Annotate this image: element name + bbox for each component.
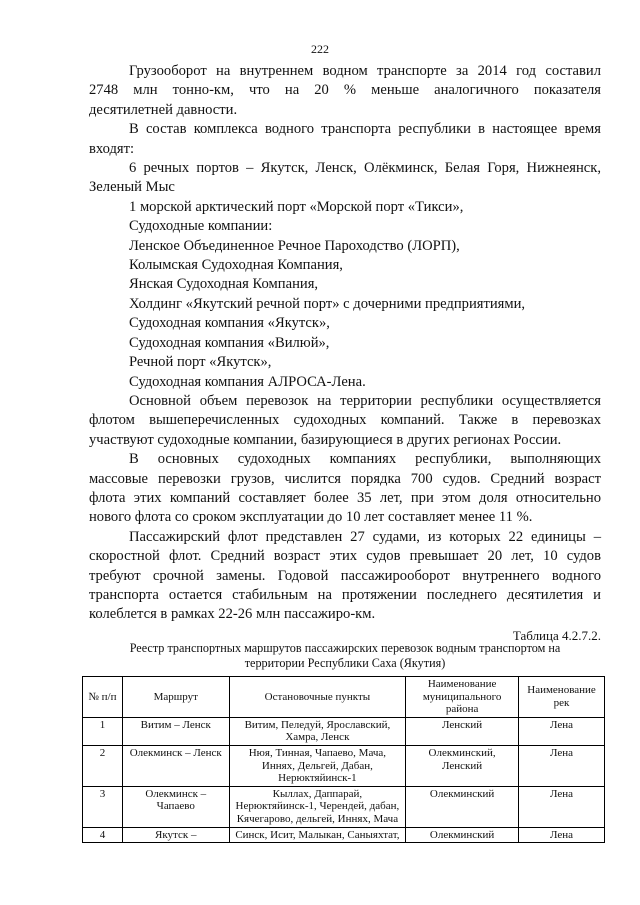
list-item: Ленское Объединенное Речное Пароходство (ЛОРП), — [129, 237, 460, 254]
routes-table — [82, 676, 605, 843]
table-title-line: территории Республики Саха (Якутия) — [244, 656, 446, 670]
cell-route: Олекминск – Ленск — [122, 745, 229, 786]
body-text — [89, 62, 601, 625]
table-header-row — [83, 677, 605, 718]
cell-number: 1 — [83, 717, 123, 745]
cell-stops: Синск, Исит, Малыкан, Саныяхтат, — [229, 827, 406, 843]
list-item: 1 морской арктический порт «Морской порт «Тикси», — [129, 198, 464, 215]
table-row — [83, 786, 605, 827]
header-route: Маршрут — [122, 677, 229, 718]
cell-stops: Кыллах, Даппарай, Нерюктяйинск-1, Черендей, дабан, Кячегарово, дельгей, Иннях, Мача — [229, 786, 406, 827]
list-item: Судоходные компании: — [129, 218, 273, 235]
paragraph-line: участвуют судоходные компании, базирующиеся в других регионах России. — [89, 431, 562, 448]
cell-stops: Витим, Пеледуй, Ярославский, Хамра, Ленск — [229, 717, 406, 745]
list-item: Речной порт «Якутск», — [129, 354, 272, 371]
cell-route: Витим – Ленск — [122, 717, 229, 745]
paragraph-line: В основных судоходных компаниях республики, выполняющих — [129, 451, 601, 468]
cell-stops: Нюя, Тинная, Чапаево, Мача, Иннях, Дельгей, Дабан, Нерюктяйинск-1 — [229, 745, 406, 786]
paragraph-line: Грузооборот на внутреннем водном транспорте за 2014 год составил — [129, 63, 601, 79]
list-item: Судоходная компания АЛРОСА-Лена. — [129, 373, 366, 390]
cell-river: Лена — [519, 745, 605, 786]
paragraph-line: транспорта остается стабильным на протяжении последнего десятилетия и — [89, 586, 601, 603]
paragraph-line: массовые перевозки грузов, числится порядка 700 судов. Средний возраст — [89, 470, 601, 487]
table-row — [83, 717, 605, 745]
paragraph-line: Пассажирский флот представлен 27 судами, из которых 22 единицы – — [129, 528, 601, 545]
paragraph-line: флотом вышеперечисленных судоходных компаний. Также в перевозках — [89, 412, 601, 429]
paragraph-line: скоростной флот. Средний возраст этих судов превышает 20 лет, 10 судов — [89, 548, 601, 565]
cell-number: 2 — [83, 745, 123, 786]
cell-river: Лена — [519, 827, 605, 843]
list-item: Судоходная компания «Вилюй», — [129, 334, 330, 351]
paragraph-line: десятилетней давности. — [89, 101, 238, 118]
list-item: Колымская Судоходная Компания, — [129, 257, 343, 274]
paragraph-line: 6 речных портов – Якутск, Ленск, Олёкминск, Белая Горя, Нижнеянск, — [129, 160, 601, 177]
cell-route: Олекминск – Чапаево — [122, 786, 229, 827]
paragraph-line: требуют срочной замены. Годовой пассажирооборот внутреннего водного — [89, 567, 601, 584]
cell-district: Олекминский — [406, 827, 519, 843]
header-river: Наименование рек — [519, 677, 605, 718]
header-number: № п/п — [83, 677, 123, 718]
paragraph-line: Зеленый Мыс — [89, 179, 175, 196]
paragraph-line: Основной объем перевозок на территории республики осуществляется — [129, 392, 601, 409]
table-title — [89, 641, 601, 671]
cell-district: Ленский — [406, 717, 519, 745]
table-title-line: Реестр транспортных маршрутов пассажирских перевозок водным транспортом на — [129, 641, 561, 655]
header-stops: Остановочные пункты — [229, 677, 406, 718]
cell-district: Олекминский — [406, 786, 519, 827]
paragraph-line: нового флота со сроком эксплуатации до 10 лет составляет менее 11 %. — [89, 509, 533, 526]
cell-number: 3 — [83, 786, 123, 827]
paragraph-line: 2748 млн тонно-км, что на 20 % меньше аналогичного показателя — [89, 82, 601, 99]
list-item: Холдинг «Якутский речной порт» с дочерними предприятиями, — [129, 295, 526, 312]
cell-district: Олекминский, Ленский — [406, 745, 519, 786]
table-row — [83, 745, 605, 786]
cell-river: Лена — [519, 786, 605, 827]
page-number: 222 — [311, 42, 329, 56]
cell-number: 4 — [83, 827, 123, 843]
table-caption: Таблица 4.2.7.2. — [512, 628, 601, 643]
list-item: Янская Судоходная Компания, — [129, 276, 319, 293]
cell-river: Лена — [519, 717, 605, 745]
header-district: Наименование муниципального района — [406, 677, 519, 718]
paragraph-line: флота этих компаний составляет более 35 лет, при этом доля относительно — [89, 489, 601, 506]
paragraph-line: входят: — [89, 140, 135, 157]
paragraph-line: В состав комплекса водного транспорта республики в настоящее время — [129, 121, 601, 138]
paragraph-line: колеблется в рамках 22-26 млн пассажиро-км. — [89, 606, 376, 623]
table-row — [83, 827, 605, 843]
list-item: Судоходная компания «Якутск», — [129, 315, 330, 332]
cell-route: Якутск – — [122, 827, 229, 843]
